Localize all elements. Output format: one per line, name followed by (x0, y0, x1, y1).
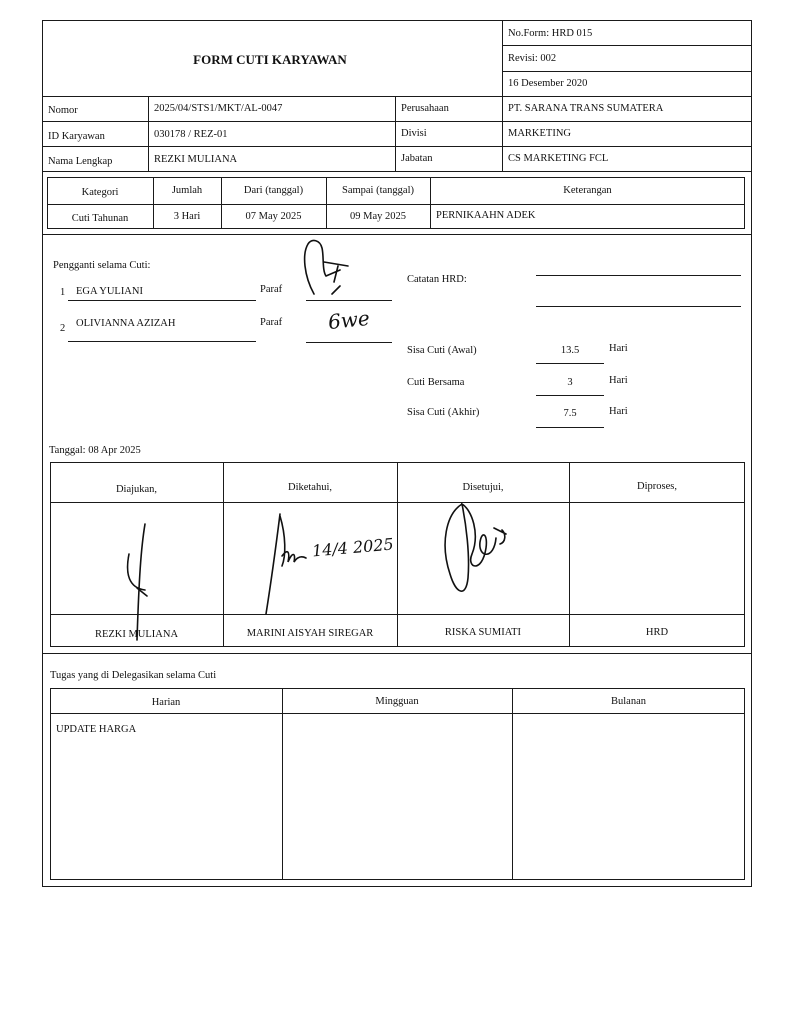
leave-sampai: 09 May 2025 (350, 211, 406, 222)
sisa-awal-unit: Hari (609, 343, 628, 354)
form-title: FORM CUTI KARYAWAN (193, 52, 347, 67)
leave-header-dari: Dari (tanggal) (243, 185, 304, 196)
tasks-header-bulanan: Bulanan (611, 696, 646, 707)
sisa-akhir-label: Sisa Cuti (Akhir) (407, 407, 480, 418)
form-number: No.Form: HRD 015 (508, 28, 593, 39)
id-karyawan-label: ID Karyawan (48, 131, 105, 142)
approval-name-diajukan: REZKI MULIANA (94, 629, 179, 640)
divisi-value: MARKETING (508, 128, 571, 139)
replacement-2-number: 2 (60, 323, 66, 334)
leave-kategori: Cuti Tahunan (71, 213, 129, 224)
sisa-awal-value: 13.5 (560, 345, 580, 356)
leave-header-keterangan: Keterangan (563, 185, 612, 196)
perusahaan-label: Perusahaan (401, 103, 449, 114)
leave-jumlah: 3 Hari (173, 211, 201, 222)
approval-header-disetujui: Disetujui, (462, 482, 504, 493)
leave-header-jumlah: Jumlah (171, 185, 203, 196)
signature-disetujui (436, 494, 526, 606)
cuti-bersama-value: 3 (567, 377, 573, 388)
nomor-label: Nomor (48, 105, 78, 116)
form-revision: Revisi: 002 (508, 53, 557, 64)
sisa-akhir-value: 7.5 (563, 408, 577, 419)
cuti-bersama-unit: Hari (609, 375, 628, 386)
replacement-1-paraf-label: Paraf (260, 284, 283, 295)
tasks-header-harian: Harian (151, 697, 181, 708)
sisa-akhir-unit: Hari (609, 406, 628, 417)
leave-dari: 07 May 2025 (245, 211, 302, 222)
replacement-1-name: EGA YULIANI (76, 286, 143, 297)
tasks-header-mingguan: Mingguan (375, 696, 419, 707)
tanggal-label: Tanggal: 08 Apr 2025 (49, 445, 141, 456)
signature-diketahui-date: 14/4 2025 (311, 534, 395, 561)
jabatan-value: CS MARKETING FCL (508, 153, 609, 164)
approval-header-diproses: Diproses, (637, 481, 677, 492)
leave-header-kategori: Kategori (81, 187, 119, 198)
replacement-2-name: OLIVIANNA AZIZAH (76, 318, 176, 329)
replacement-label: Pengganti selama Cuti: (53, 260, 151, 271)
tasks-label: Tugas yang di Delegasikan selama Cuti (50, 670, 217, 681)
approval-name-diketahui: MARINI AISYAH SIREGAR (246, 628, 374, 639)
id-karyawan-value: 030178 / REZ-01 (154, 129, 228, 140)
signature-diajukan (115, 518, 165, 640)
approval-header-diajukan: Diajukan, (115, 484, 158, 495)
nama-label: Nama Lengkap (48, 156, 113, 167)
sisa-awal-label: Sisa Cuti (Awal) (407, 345, 477, 356)
approval-header-diketahui: Diketahui, (287, 482, 333, 493)
signature-diketahui (262, 506, 332, 616)
approval-name-diproses: HRD (645, 627, 669, 638)
nama-value: REZKI MULIANA (154, 154, 238, 165)
jabatan-label: Jabatan (401, 153, 433, 164)
form-date: 16 Desember 2020 (508, 78, 588, 89)
form-header (42, 20, 752, 97)
leave-keterangan: PERNIKAAHN ADEK (436, 210, 536, 221)
divisi-label: Divisi (401, 128, 427, 139)
perusahaan-value: PT. SARANA TRANS SUMATERA (508, 103, 664, 114)
cuti-bersama-label: Cuti Bersama (407, 377, 465, 388)
replacement-1-signature (300, 236, 360, 302)
tasks-table (50, 688, 745, 880)
replacement-2-paraf-label: Paraf (260, 317, 283, 328)
replacement-1-number: 1 (60, 287, 66, 298)
nomor-value: 2025/04/STS1/MKT/AL-0047 (154, 103, 283, 114)
tasks-harian-value: UPDATE HARGA (56, 724, 137, 735)
approval-name-disetujui: RISKA SUMIATI (444, 627, 522, 638)
leave-header-sampai: Sampai (tanggal) (341, 185, 415, 196)
replacement-2-signature: 6we (326, 305, 371, 335)
catatan-hrd-label: Catatan HRD: (407, 274, 467, 285)
